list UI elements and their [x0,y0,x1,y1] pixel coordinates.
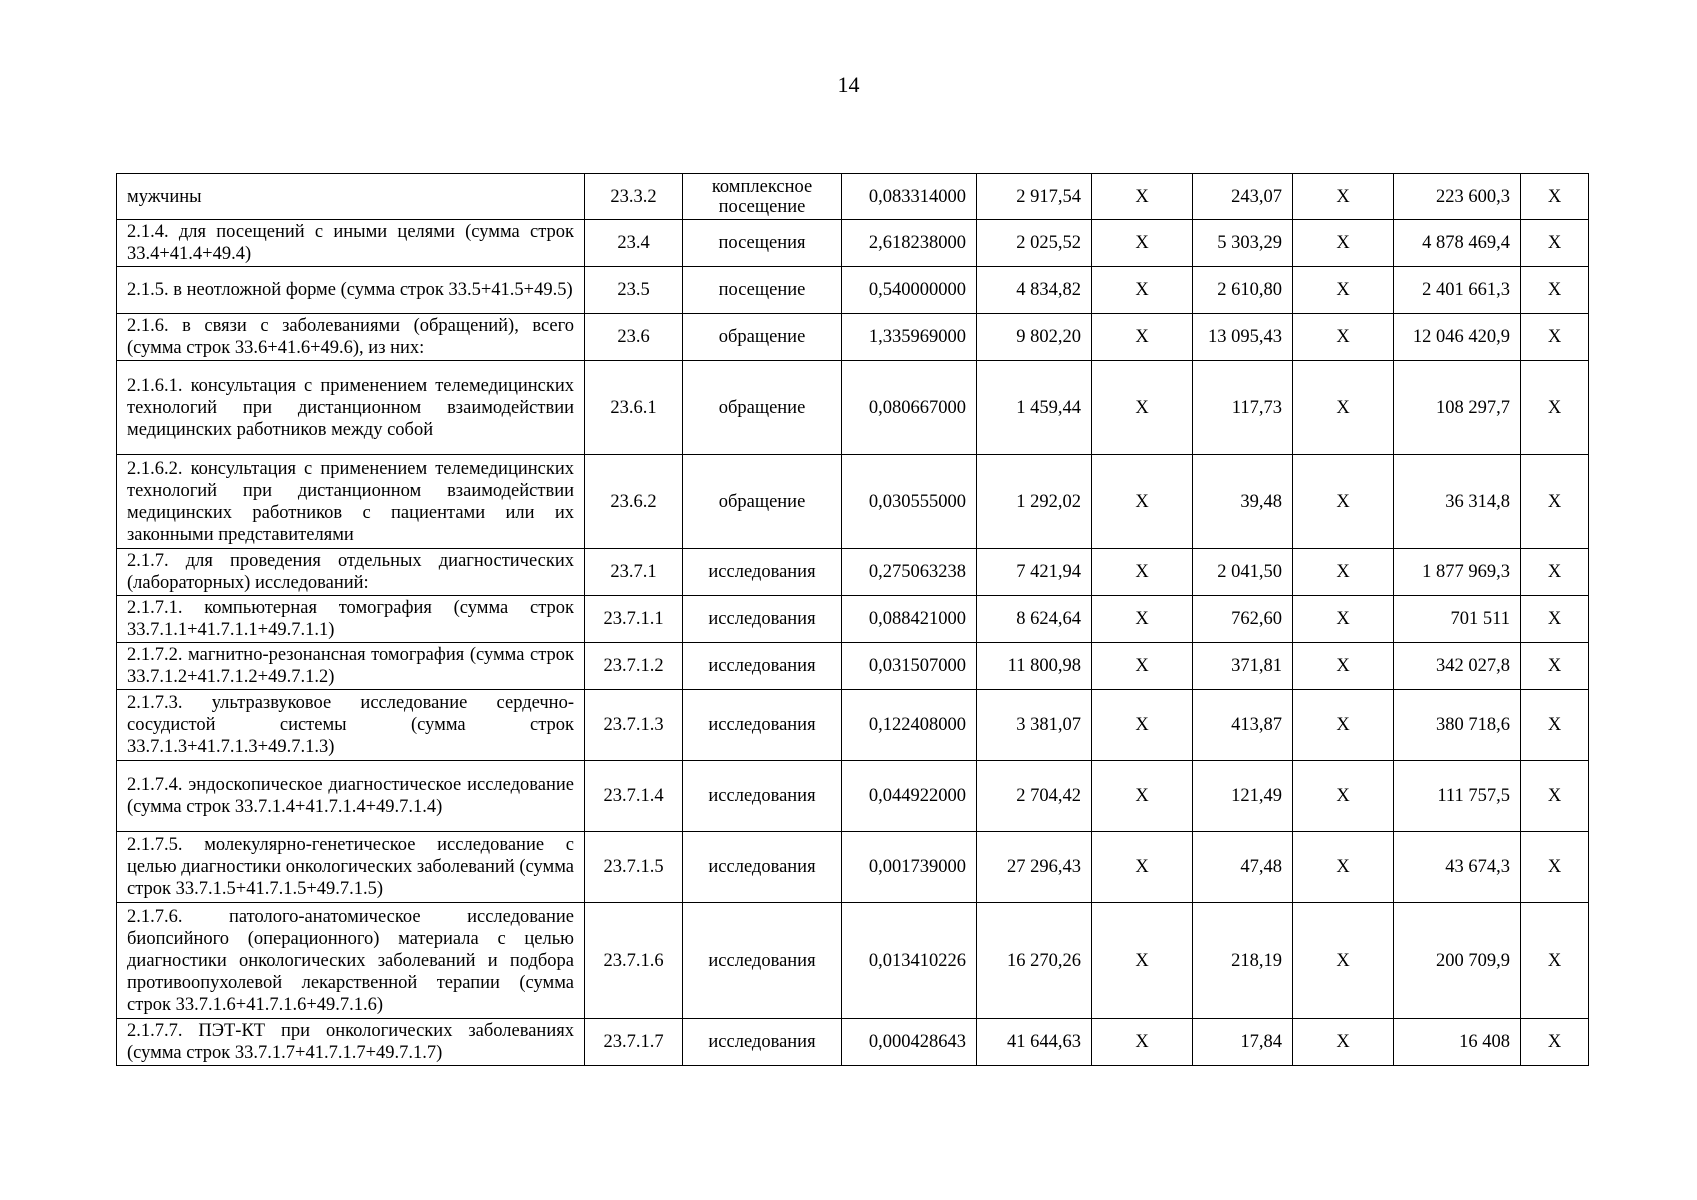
row-cost-cell: 41 644,63 [977,1019,1092,1066]
page-number: 14 [837,72,860,97]
row-total-cell: 16 408 [1394,1019,1521,1066]
row-code-cell: 23.7.1.6 [585,903,683,1019]
row-total-cell: 111 757,5 [1394,761,1521,832]
row-name-cell: 2.1.7.3. ультразвуковое исследование сердечно-сосудистой системы (сумма строк 33.7.1.3+41.7.1.3+49.7.1.3) [117,690,585,761]
row-x2-cell: X [1293,1019,1394,1066]
table-row [117,549,1589,596]
row-name-cell: 2.1.7.6. патолого-анатомическое исследование биопсийного (операционного) материала с целью диагностики онкологических заболеваний и подбора противоопухолевой лекарственной терапии (сумма строк 33.7.1.6+41.7.1.6+49.7.1.6) [117,903,585,1019]
row-per-capita-cell: 2 041,50 [1193,549,1293,596]
row-per-capita-cell: 117,73 [1193,361,1293,455]
row-per-capita-cell: 371,81 [1193,643,1293,690]
row-unit-cell: исследования [683,596,842,643]
row-x2-cell: X [1293,455,1394,549]
row-x1-cell: X [1092,761,1193,832]
row-total-cell: 200 709,9 [1394,903,1521,1019]
row-x1-cell: X [1092,455,1193,549]
row-unit-cell: обращение [683,314,842,361]
row-x3-cell: X [1521,314,1589,361]
row-code-cell: 23.4 [585,220,683,267]
row-unit-cell: исследования [683,832,842,903]
row-code-cell: 23.7.1.3 [585,690,683,761]
row-x2-cell: X [1293,643,1394,690]
table-row [117,267,1589,314]
row-x1-cell: X [1092,643,1193,690]
row-cost-cell: 4 834,82 [977,267,1092,314]
row-norm-cell: 0,083314000 [842,174,977,220]
row-per-capita-cell: 47,48 [1193,832,1293,903]
row-norm-cell: 0,088421000 [842,596,977,643]
row-name-cell: 2.1.6.1. консультация с применением телемедицинских технологий при дистанционном взаимодействии медицинских работников между собой [117,361,585,455]
row-x1-cell: X [1092,832,1193,903]
row-total-cell: 43 674,3 [1394,832,1521,903]
row-x2-cell: X [1293,596,1394,643]
row-total-cell: 701 511 [1394,596,1521,643]
row-name-cell: 2.1.7.1. компьютерная томография (сумма строк 33.7.1.1+41.7.1.1+49.7.1.1) [117,596,585,643]
table-row [117,596,1589,643]
row-total-cell: 1 877 969,3 [1394,549,1521,596]
row-x2-cell: X [1293,174,1394,220]
row-x3-cell: X [1521,643,1589,690]
table-row [117,361,1589,455]
row-per-capita-cell: 218,19 [1193,903,1293,1019]
row-cost-cell: 2 917,54 [977,174,1092,220]
row-unit-cell: обращение [683,455,842,549]
row-cost-cell: 11 800,98 [977,643,1092,690]
row-total-cell: 2 401 661,3 [1394,267,1521,314]
row-code-cell: 23.7.1.4 [585,761,683,832]
row-per-capita-cell: 762,60 [1193,596,1293,643]
row-name-cell: 2.1.7.4. эндоскопическое диагностическое исследование (сумма строк 33.7.1.4+41.7.1.4+49.7.1.4) [117,761,585,832]
row-code-cell: 23.7.1 [585,549,683,596]
row-cost-cell: 2 025,52 [977,220,1092,267]
row-x3-cell: X [1521,267,1589,314]
row-x3-cell: X [1521,174,1589,220]
row-unit-cell: исследования [683,761,842,832]
row-x1-cell: X [1092,314,1193,361]
row-code-cell: 23.7.1.1 [585,596,683,643]
row-total-cell: 4 878 469,4 [1394,220,1521,267]
row-name-cell: 2.1.5. в неотложной форме (сумма строк 33.5+41.5+49.5) [117,267,585,314]
row-x2-cell: X [1293,832,1394,903]
row-x2-cell: X [1293,267,1394,314]
row-x2-cell: X [1293,314,1394,361]
row-x1-cell: X [1092,361,1193,455]
table-row [117,314,1589,361]
row-name-cell: 2.1.7. для проведения отдельных диагностических (лабораторных) исследований: [117,549,585,596]
row-unit-cell: исследования [683,903,842,1019]
row-per-capita-cell: 13 095,43 [1193,314,1293,361]
row-x3-cell: X [1521,220,1589,267]
row-x1-cell: X [1092,267,1193,314]
row-name-cell: 2.1.6. в связи с заболеваниями (обращений), всего (сумма строк 33.6+41.6+49.6), из них: [117,314,585,361]
row-x1-cell: X [1092,903,1193,1019]
row-cost-cell: 3 381,07 [977,690,1092,761]
row-norm-cell: 0,080667000 [842,361,977,455]
table-row [117,761,1589,832]
row-x3-cell: X [1521,596,1589,643]
row-unit-cell: исследования [683,643,842,690]
data-table [116,173,1589,1066]
row-x3-cell: X [1521,455,1589,549]
row-norm-cell: 0,030555000 [842,455,977,549]
row-norm-cell: 0,275063238 [842,549,977,596]
row-unit-cell: исследования [683,690,842,761]
table-row [117,1019,1589,1066]
row-code-cell: 23.7.1.2 [585,643,683,690]
table-row [117,455,1589,549]
row-per-capita-cell: 243,07 [1193,174,1293,220]
row-name-cell: 2.1.4. для посещений с иными целями (сумма строк 33.4+41.4+49.4) [117,220,585,267]
row-x1-cell: X [1092,220,1193,267]
row-name-cell: 2.1.7.2. магнитно-резонансная томография (сумма строк 33.7.1.2+41.7.1.2+49.7.1.2) [117,643,585,690]
row-norm-cell: 0,001739000 [842,832,977,903]
row-total-cell: 12 046 420,9 [1394,314,1521,361]
table-row [117,832,1589,903]
row-norm-cell: 2,618238000 [842,220,977,267]
row-unit-cell: обращение [683,361,842,455]
row-x2-cell: X [1293,220,1394,267]
row-norm-cell: 0,540000000 [842,267,977,314]
row-norm-cell: 0,122408000 [842,690,977,761]
row-total-cell: 108 297,7 [1394,361,1521,455]
row-name-cell: 2.1.7.7. ПЭТ-КТ при онкологических заболеваниях (сумма строк 33.7.1.7+41.7.1.7+49.7.1.7) [117,1019,585,1066]
row-cost-cell: 7 421,94 [977,549,1092,596]
row-code-cell: 23.6.2 [585,455,683,549]
row-name-cell: 2.1.6.2. консультация с применением телемедицинских технологий при дистанционном взаимодействии медицинских работников с пациентами или их законными представителями [117,455,585,549]
row-code-cell: 23.7.1.7 [585,1019,683,1066]
row-x1-cell: X [1092,174,1193,220]
row-cost-cell: 1 292,02 [977,455,1092,549]
row-x3-cell: X [1521,1019,1589,1066]
row-x2-cell: X [1293,549,1394,596]
row-code-cell: 23.6.1 [585,361,683,455]
row-x3-cell: X [1521,761,1589,832]
row-norm-cell: 1,335969000 [842,314,977,361]
row-cost-cell: 2 704,42 [977,761,1092,832]
table-row [117,220,1589,267]
row-x1-cell: X [1092,690,1193,761]
row-cost-cell: 16 270,26 [977,903,1092,1019]
row-x2-cell: X [1293,903,1394,1019]
table-row [117,690,1589,761]
row-total-cell: 223 600,3 [1394,174,1521,220]
row-cost-cell: 27 296,43 [977,832,1092,903]
row-total-cell: 380 718,6 [1394,690,1521,761]
row-code-cell: 23.5 [585,267,683,314]
row-unit-cell: исследования [683,549,842,596]
row-unit-cell: посещение [683,267,842,314]
row-norm-cell: 0,031507000 [842,643,977,690]
row-name-cell: 2.1.7.5. молекулярно-генетическое исследование с целью диагностики онкологических заболеваний (сумма строк 33.7.1.5+41.7.1.5+49.7.1.5) [117,832,585,903]
table-row [117,174,1589,220]
row-x2-cell: X [1293,361,1394,455]
row-per-capita-cell: 5 303,29 [1193,220,1293,267]
row-total-cell: 36 314,8 [1394,455,1521,549]
table-row [117,903,1589,1019]
row-norm-cell: 0,000428643 [842,1019,977,1066]
row-x3-cell: X [1521,903,1589,1019]
row-per-capita-cell: 39,48 [1193,455,1293,549]
row-code-cell: 23.6 [585,314,683,361]
row-cost-cell: 1 459,44 [977,361,1092,455]
row-x1-cell: X [1092,1019,1193,1066]
row-total-cell: 342 027,8 [1394,643,1521,690]
row-norm-cell: 0,013410226 [842,903,977,1019]
row-per-capita-cell: 17,84 [1193,1019,1293,1066]
row-code-cell: 23.3.2 [585,174,683,220]
row-x2-cell: X [1293,761,1394,832]
table-row [117,643,1589,690]
row-unit-cell: комплексное посещение [683,174,842,220]
row-code-cell: 23.7.1.5 [585,832,683,903]
row-norm-cell: 0,044922000 [842,761,977,832]
row-x2-cell: X [1293,690,1394,761]
row-name-cell: мужчины [117,174,585,220]
row-x3-cell: X [1521,690,1589,761]
row-per-capita-cell: 121,49 [1193,761,1293,832]
row-cost-cell: 9 802,20 [977,314,1092,361]
row-x1-cell: X [1092,549,1193,596]
row-x3-cell: X [1521,832,1589,903]
row-per-capita-cell: 2 610,80 [1193,267,1293,314]
row-cost-cell: 8 624,64 [977,596,1092,643]
row-x3-cell: X [1521,549,1589,596]
row-x1-cell: X [1092,596,1193,643]
row-per-capita-cell: 413,87 [1193,690,1293,761]
row-unit-cell: исследования [683,1019,842,1066]
row-unit-cell: посещения [683,220,842,267]
row-x3-cell: X [1521,361,1589,455]
